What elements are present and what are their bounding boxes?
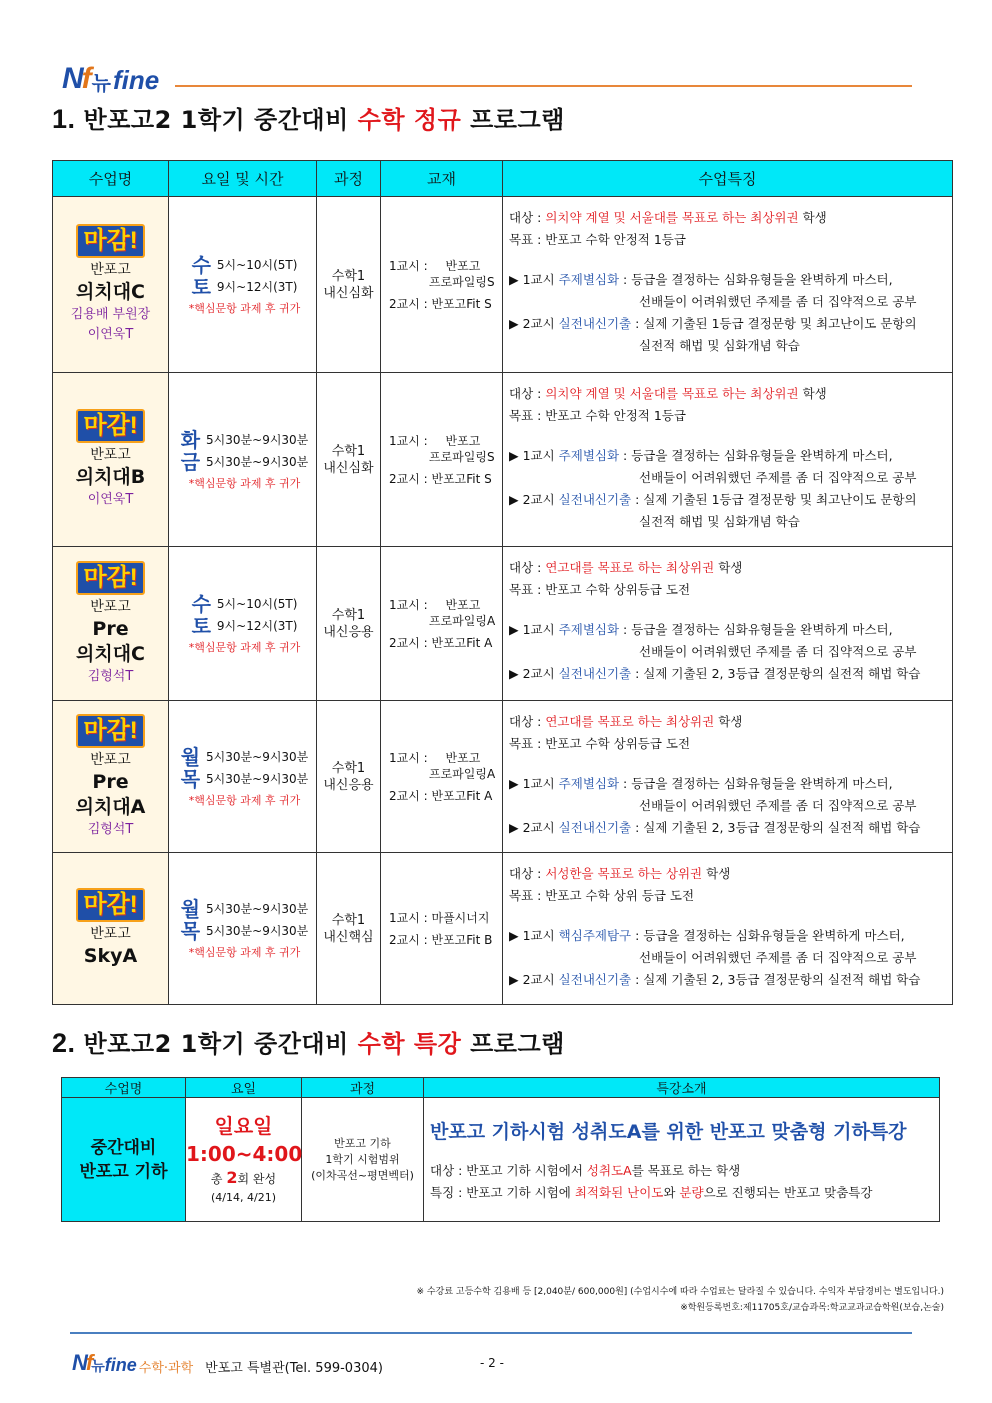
table-row <box>53 701 953 853</box>
features-cell <box>503 197 953 373</box>
book1-subtitle: 프로파일링S <box>429 274 495 289</box>
features-cell <box>503 701 953 853</box>
teacher-secondary: 이연욱T <box>87 327 134 342</box>
t2-feature: 특징 : 반포고 기하 시험에 최적화된 난이도와 분량으로 진행되는 반포고 맞춤특강 <box>430 1185 873 1200</box>
day-1: 화 <box>180 427 201 452</box>
time-1: 5시30분~9시30분 <box>206 749 309 764</box>
features-cell <box>503 853 953 1005</box>
course-subject: 수학1 <box>331 268 366 284</box>
class-name: Pre <box>92 617 129 640</box>
schedule-note: *핵심문항 과제 후 귀가 <box>188 945 301 959</box>
class-name-cell <box>53 853 169 1005</box>
period1-cont: 선배들이 어려워했던 주제를 좀 더 집약적으로 공부 <box>639 798 917 813</box>
class-name-2: 의치대C <box>75 642 145 665</box>
t2-class-name: 중간대비 반포고 기하 <box>62 1098 186 1222</box>
t2-intro <box>424 1098 940 1222</box>
goal-line: 목표 : 반포고 수학 안정적 1등급 <box>509 232 686 247</box>
t2-header-intro: 특강소개 <box>424 1078 940 1098</box>
period2-line: ▶ 2교시 실전내신기출 : 실제 기출된 2, 3등급 결정문항의 실전적 해법 학습 <box>509 820 921 835</box>
class-name: Pre <box>92 770 129 793</box>
schedule-cell <box>169 701 317 853</box>
goal-line: 목표 : 반포고 수학 상위 등급 도전 <box>509 888 695 903</box>
school-name: 반포고 <box>90 262 131 278</box>
day-1: 수 <box>191 591 211 616</box>
footer-logo-mark: Nf <box>72 1350 92 1375</box>
day-2: 토 <box>191 274 211 299</box>
t2-time: 1:00~4:00 <box>186 1142 303 1166</box>
school-name: 반포고 <box>90 751 131 768</box>
book2: 2교시 : 반포고Fit S <box>389 471 492 486</box>
goal-line: 목표 : 반포고 수학 안정적 1등급 <box>509 408 686 423</box>
tuition-note: ※ 수강료 고등수학 김용배 등 [2,040분/ 600,000원] (수업시수에 따라 수업료는 달라질 수 있습니다. 수익자 부담경비는 별도입니다.) <box>416 1287 944 1297</box>
book1-label: 1교시 : <box>389 258 428 273</box>
period2-cont: 실전적 해법 및 심화개념 학습 <box>639 338 800 353</box>
textbook-cell <box>381 701 503 853</box>
textbook-cell <box>381 197 503 373</box>
col-header-time: 요일 및 시간 <box>169 161 317 197</box>
schedule-note: *핵심문항 과제 후 귀가 <box>188 301 301 315</box>
book1-label: 1교시 : <box>389 750 428 765</box>
book1-label: 1교시 : <box>389 433 428 448</box>
target-line: 대상 : 연고대를 목표로 하는 최상위권 학생 <box>509 560 743 575</box>
course-level: 내신심화 <box>323 285 374 301</box>
class-name-2: 의치대A <box>75 795 146 818</box>
book2: 2교시 : 반포고Fit A <box>389 635 493 650</box>
period1-cont: 선배들이 어려워했던 주제를 좀 더 집약적으로 공부 <box>639 294 917 309</box>
closed-badge: 마감! <box>76 224 144 258</box>
class-name-cell <box>53 701 169 853</box>
class-name-cell <box>53 373 169 547</box>
time-2: 5시30분~9시30분 <box>206 923 309 938</box>
schedule-cell <box>169 373 317 547</box>
table-row <box>53 197 953 373</box>
period1-line: ▶ 1교시 주제별심화 : 등급을 결정하는 심화유형들을 완벽하게 마스터, <box>509 622 893 637</box>
teacher-secondary: 김형석T <box>87 668 134 684</box>
footer-branch: 반포고 특별관(Tel. 599-0304) <box>205 1361 383 1376</box>
time-1: 5시30분~9시30분 <box>206 901 309 916</box>
course-level: 내신응용 <box>323 624 374 640</box>
book1-title: 반포고 <box>445 597 481 612</box>
section2-title: 2. 반포고2 1학기 중간대비 수학 특강 프로그램 <box>52 1028 565 1058</box>
period1-cont: 선배들이 어려워했던 주제를 좀 더 집약적으로 공부 <box>639 644 917 659</box>
t2-day: 일요일 <box>214 1114 273 1138</box>
book2: 2교시 : 반포고Fit A <box>389 788 493 803</box>
footer-brand <box>72 1350 383 1376</box>
course-cell <box>317 547 381 701</box>
target-line: 대상 : 의치약 계열 및 서울대를 목표로 하는 최상위권 학생 <box>509 386 827 401</box>
logo-fine: fine <box>113 65 160 95</box>
t2-header-course: 과정 <box>302 1078 424 1098</box>
col-header-class: 수업명 <box>53 161 169 197</box>
goal-line: 목표 : 반포고 수학 상위등급 도전 <box>509 582 691 597</box>
teacher-secondary: 이연욱T <box>87 492 134 507</box>
schedule-cell <box>169 853 317 1005</box>
t2-target: 대상 : 반포고 기하 시험에서 성취도A를 목표로 하는 학생 <box>430 1163 741 1178</box>
period1-line: ▶ 1교시 주제별심화 : 등급을 결정하는 심화유형들을 완벽하게 마스터, <box>509 272 893 287</box>
day-2: 목 <box>180 766 201 791</box>
period2-line: ▶ 2교시 실전내신기출 : 실제 기출된 2, 3등급 결정문항의 실전적 해법 학습 <box>509 666 921 681</box>
day-2: 금 <box>180 449 201 474</box>
brand-logo <box>62 62 159 96</box>
table-header-row <box>53 161 953 197</box>
closed-badge: 마감! <box>76 561 144 595</box>
school-name: 반포고 <box>90 447 131 463</box>
book1-label: 1교시 : 마플시너지 <box>389 910 490 925</box>
time-1: 5시30분~9시30분 <box>206 432 309 447</box>
day-1: 월 <box>180 896 201 921</box>
textbook-cell <box>381 853 503 1005</box>
book1-title: 반포고 <box>445 258 481 273</box>
teacher-primary: 김용배 부원장 <box>70 307 151 322</box>
features-cell <box>503 373 953 547</box>
teacher-secondary: 김형석T <box>87 821 134 837</box>
period2-cont: 실전적 해법 및 심화개념 학습 <box>639 514 800 529</box>
section1-title: 1. 반포고2 1학기 중간대비 수학 정규 프로그램 <box>52 104 565 134</box>
features-cell <box>503 547 953 701</box>
textbook-cell <box>381 373 503 547</box>
col-header-course: 과정 <box>317 161 381 197</box>
book1-title: 반포고 <box>445 750 481 765</box>
class-name: SkyA <box>83 945 138 967</box>
day-2: 목 <box>180 918 201 943</box>
time-1: 5시~10시(5T) <box>216 596 298 611</box>
book1-subtitle: 프로파일링A <box>429 613 496 628</box>
course-level: 내신응용 <box>323 777 374 793</box>
course-subject: 수학1 <box>331 607 366 623</box>
logo-korean: 뉴 <box>91 71 111 95</box>
schedule-cell <box>169 197 317 373</box>
target-line: 대상 : 서성한을 목표로 하는 상위권 학생 <box>509 866 731 881</box>
period1-line: ▶ 1교시 주제별심화 : 등급을 결정하는 심화유형들을 완벽하게 마스터, <box>509 776 893 791</box>
table2-row <box>62 1098 940 1222</box>
table-row <box>53 373 953 547</box>
footer-divider <box>70 1332 912 1334</box>
book2: 2교시 : 반포고Fit S <box>389 296 492 311</box>
period2-line: ▶ 2교시 실전내신기출 : 실제 기출된 2, 3등급 결정문항의 실전적 해법 학습 <box>509 972 921 987</box>
period1-line: ▶ 1교시 핵심주제탐구 : 등급을 결정하는 심화유형들을 완벽하게 마스터, <box>509 928 905 943</box>
t2-headline: 반포고 기하시험 성취도A를 위한 반포고 맞춤형 기하특강 <box>430 1121 907 1143</box>
school-name: 반포고 <box>90 598 131 615</box>
schedule-note: *핵심문항 과제 후 귀가 <box>188 793 301 807</box>
footer-logo-korean: 뉴 <box>91 1359 105 1375</box>
book1-subtitle: 프로파일링S <box>429 449 495 464</box>
book1-title: 반포고 <box>445 433 481 448</box>
logo-mark: Nf <box>62 62 90 95</box>
table-row <box>53 547 953 701</box>
t2-dates: (4/14, 4/21) <box>211 1191 276 1204</box>
table2-header-row <box>62 1078 940 1098</box>
closed-badge: 마감! <box>76 714 144 748</box>
table-row <box>53 853 953 1005</box>
day-1: 수 <box>191 252 211 277</box>
book1-subtitle: 프로파일링A <box>429 766 496 781</box>
t2-count: 총 2회 완성 <box>210 1168 277 1187</box>
course-cell <box>317 373 381 547</box>
course-cell <box>317 197 381 373</box>
closed-badge: 마감! <box>76 409 144 443</box>
t2-schedule <box>186 1098 302 1222</box>
schedule-cell <box>169 547 317 701</box>
time-2: 9시~12시(3T) <box>216 618 298 633</box>
course-subject: 수학1 <box>331 443 366 459</box>
class-name-cell <box>53 547 169 701</box>
t2-course: 반포고 기하 1학기 시험범위 (이차곡선~평면벡터) <box>302 1098 424 1222</box>
target-line: 대상 : 연고대를 목표로 하는 최상위권 학생 <box>509 714 743 729</box>
footer-subjects: 수학·과학 <box>138 1361 194 1376</box>
time-2: 5시30분~9시30분 <box>206 454 309 469</box>
col-header-features: 수업특징 <box>503 161 953 197</box>
course-level: 내신핵심 <box>323 929 374 945</box>
t2-header-class: 수업명 <box>62 1078 186 1098</box>
class-name-cell <box>53 197 169 373</box>
closed-badge: 마감! <box>76 888 144 922</box>
course-subject: 수학1 <box>331 760 366 776</box>
time-2: 5시30분~9시30분 <box>206 771 309 786</box>
goal-line: 목표 : 반포고 수학 상위등급 도전 <box>509 736 691 751</box>
day-2: 토 <box>191 613 211 638</box>
school-name: 반포고 <box>90 926 131 942</box>
period1-cont: 선배들이 어려워했던 주제를 좀 더 집약적으로 공부 <box>639 950 917 965</box>
course-level: 내신심화 <box>323 460 374 476</box>
regular-program-table <box>52 160 953 1005</box>
class-name: 의치대B <box>75 466 146 488</box>
day-1: 월 <box>180 744 201 769</box>
schedule-note: *핵심문항 과제 후 귀가 <box>188 476 301 490</box>
course-subject: 수학1 <box>331 912 366 928</box>
class-name: 의치대C <box>75 281 145 303</box>
period2-line: ▶ 2교시 실전내신기출 : 실제 기출된 1등급 결정문항 및 최고난이도 문항의 <box>509 316 917 331</box>
page-number: - 2 - <box>480 1356 504 1370</box>
footer-logo-fine: fine <box>104 1355 137 1375</box>
course-cell <box>317 853 381 1005</box>
period1-line: ▶ 1교시 주제별심화 : 등급을 결정하는 심화유형들을 완벽하게 마스터, <box>509 448 893 463</box>
period1-cont: 선배들이 어려워했던 주제를 좀 더 집약적으로 공부 <box>639 470 917 485</box>
book1-label: 1교시 : <box>389 597 428 612</box>
time-2: 9시~12시(3T) <box>216 279 298 294</box>
header-divider <box>175 85 912 87</box>
t2-header-day: 요일 <box>186 1078 302 1098</box>
col-header-book: 교재 <box>381 161 503 197</box>
book2: 2교시 : 반포고Fit B <box>389 932 493 947</box>
period2-line: ▶ 2교시 실전내신기출 : 실제 기출된 1등급 결정문항 및 최고난이도 문항의 <box>509 492 917 507</box>
time-1: 5시~10시(5T) <box>216 257 298 272</box>
schedule-note: *핵심문항 과제 후 귀가 <box>188 640 301 654</box>
special-program-table <box>61 1077 940 1222</box>
textbook-cell <box>381 547 503 701</box>
course-cell <box>317 701 381 853</box>
target-line: 대상 : 의치약 계열 및 서울대를 목표로 하는 최상위권 학생 <box>509 210 827 225</box>
registration-note: ※학원등록번호:제11705호/교습과목:학교교과교습학원(보습,논술) <box>680 1303 944 1313</box>
